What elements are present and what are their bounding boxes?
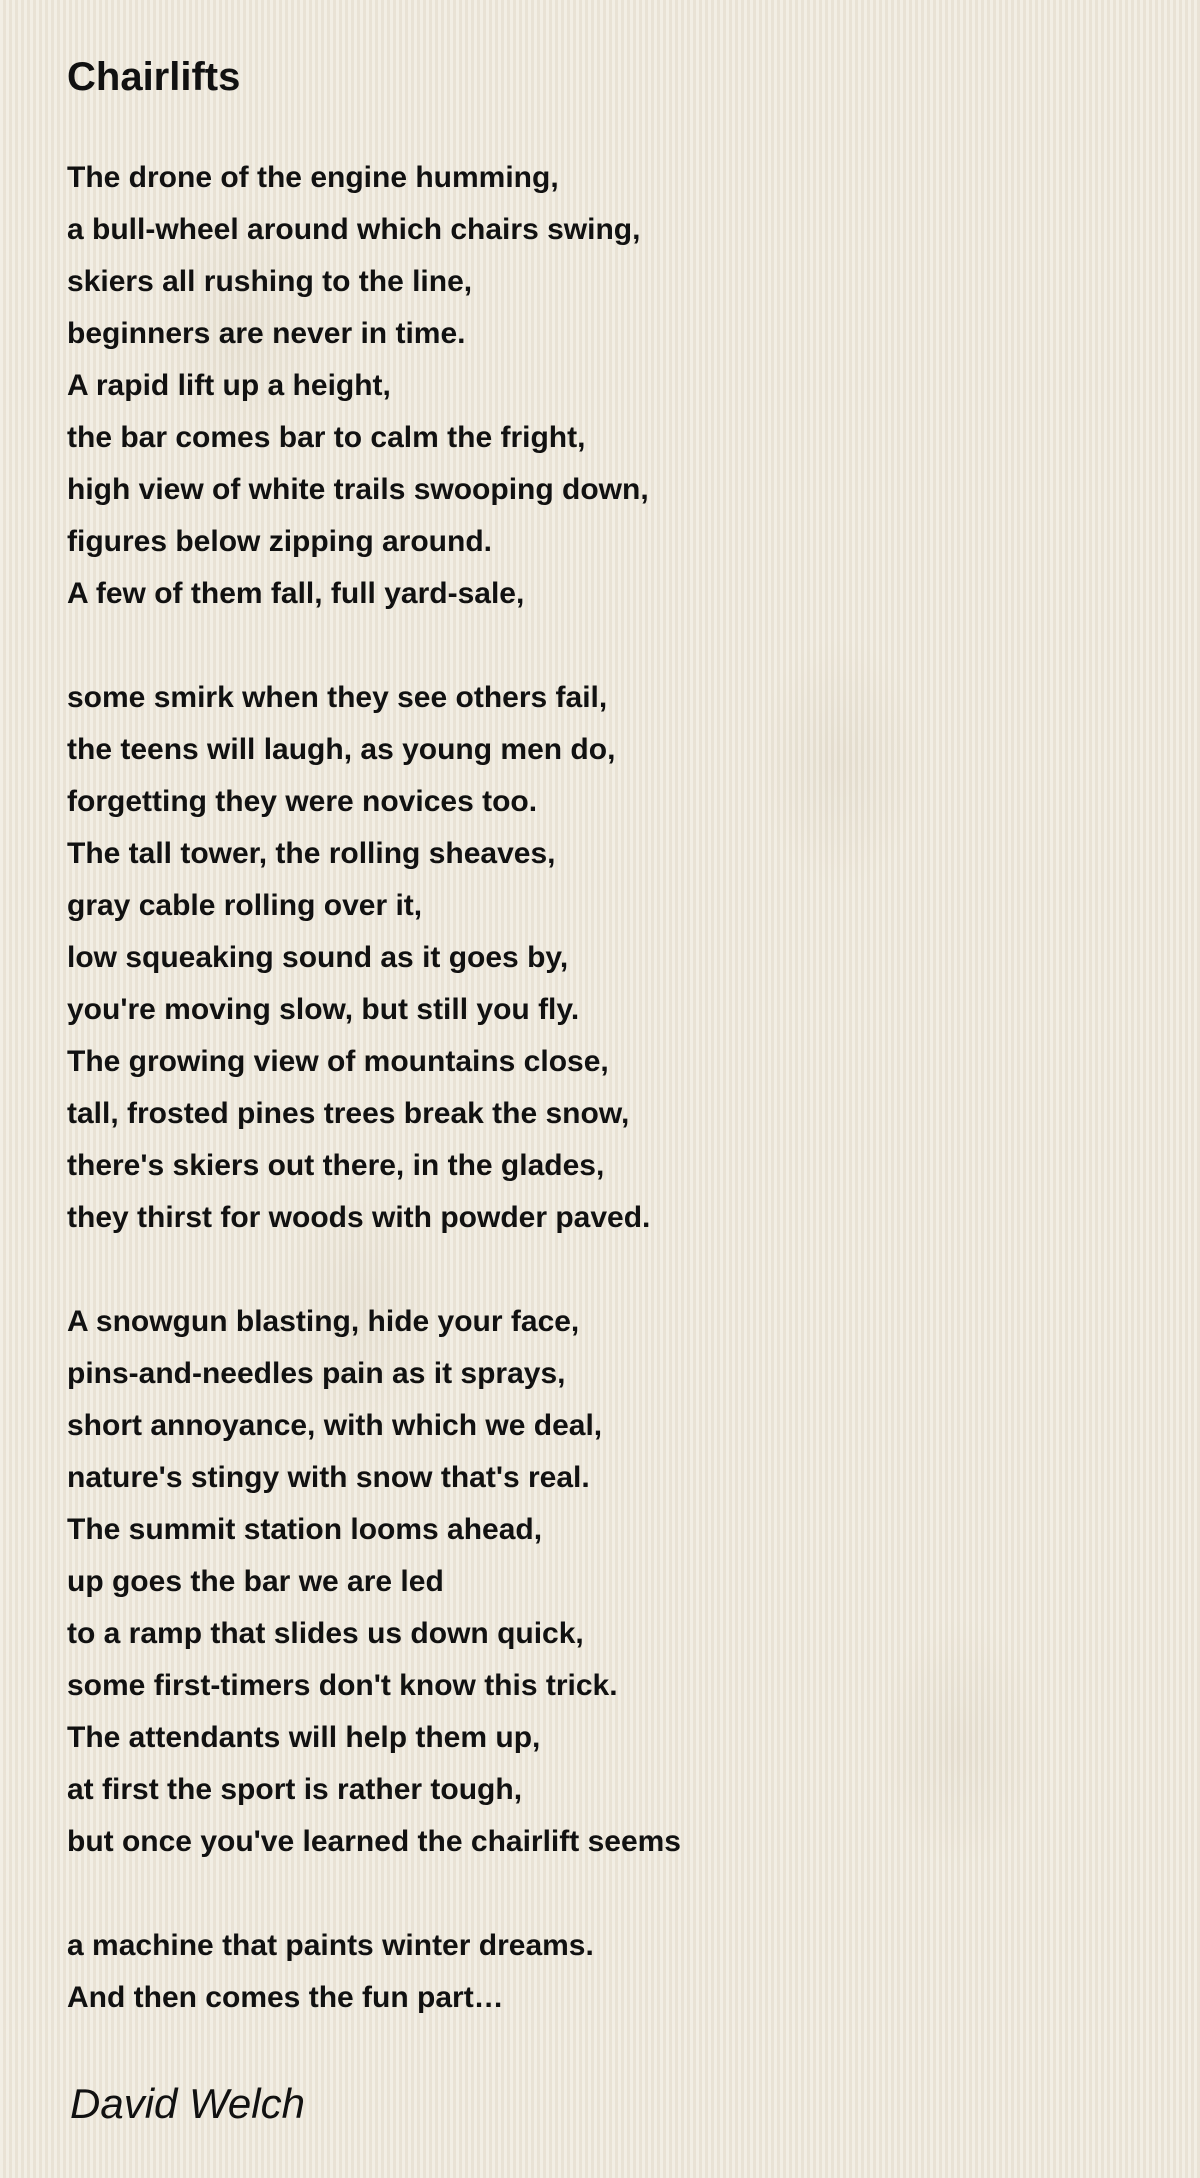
poem-line: The summit station looms ahead, — [67, 1513, 543, 1546]
poem-line: up goes the bar we are led — [67, 1565, 444, 1598]
poem-line: there's skiers out there, in the glades, — [67, 1149, 605, 1182]
poem-line: The tall tower, the rolling sheaves, — [67, 837, 556, 870]
poem-line: they thirst for woods with powder paved. — [67, 1201, 651, 1234]
poem-line: to a ramp that slides us down quick, — [67, 1617, 584, 1650]
poem-line: The attendants will help them up, — [67, 1721, 541, 1754]
poem-line: some smirk when they see others fail, — [67, 681, 608, 714]
poem-body — [67, 152, 1147, 2024]
poem-line: pins-and-needles pain as it sprays, — [67, 1357, 566, 1390]
poem-line: figures below zipping around. — [67, 525, 492, 558]
stanza-3 — [67, 1296, 1147, 1868]
poem-page — [67, 0, 1147, 2132]
poem-line: a bull-wheel around which chairs swing, — [67, 213, 641, 246]
poem-line: some first-timers don't know this trick. — [67, 1669, 618, 1702]
poem-line: high view of white trails swooping down, — [67, 473, 649, 506]
poem-line: a machine that paints winter dreams. — [67, 1929, 594, 1962]
poem-line: A rapid lift up a height, — [67, 369, 391, 402]
poem-line: low squeaking sound as it goes by, — [67, 941, 569, 974]
poem-line: the teens will laugh, as young men do, — [67, 733, 616, 766]
poem-title: Chairlifts — [67, 55, 241, 99]
poem-line: but once you've learned the chairlift seems — [67, 1825, 681, 1858]
poem-line: A snowgun blasting, hide your face, — [67, 1305, 580, 1338]
poem-line: A few of them fall, full yard-sale, — [67, 577, 525, 610]
poem-line: The growing view of mountains close, — [67, 1045, 609, 1078]
poem-line: gray cable rolling over it, — [67, 889, 423, 922]
poem-author: David Welch — [70, 2080, 305, 2127]
poem-line: forgetting they were novices too. — [67, 785, 538, 818]
stanza-4 — [67, 1920, 1147, 2024]
poem-line: The drone of the engine humming, — [67, 161, 559, 194]
poem-line: skiers all rushing to the line, — [67, 265, 473, 298]
stanza-2 — [67, 672, 1147, 1244]
poem-line: the bar comes bar to calm the fright, — [67, 421, 586, 454]
poem-line: And then comes the fun part… — [67, 1981, 504, 2014]
poem-line: beginners are never in time. — [67, 317, 466, 350]
poem-line: short annoyance, with which we deal, — [67, 1409, 603, 1442]
poem-line: you're moving slow, but still you fly. — [67, 993, 580, 1026]
stanza-1 — [67, 152, 1147, 620]
poem-line: at first the sport is rather tough, — [67, 1773, 523, 1806]
poem-line: tall, frosted pines trees break the snow, — [67, 1097, 630, 1130]
poem-line: nature's stingy with snow that's real. — [67, 1461, 590, 1494]
